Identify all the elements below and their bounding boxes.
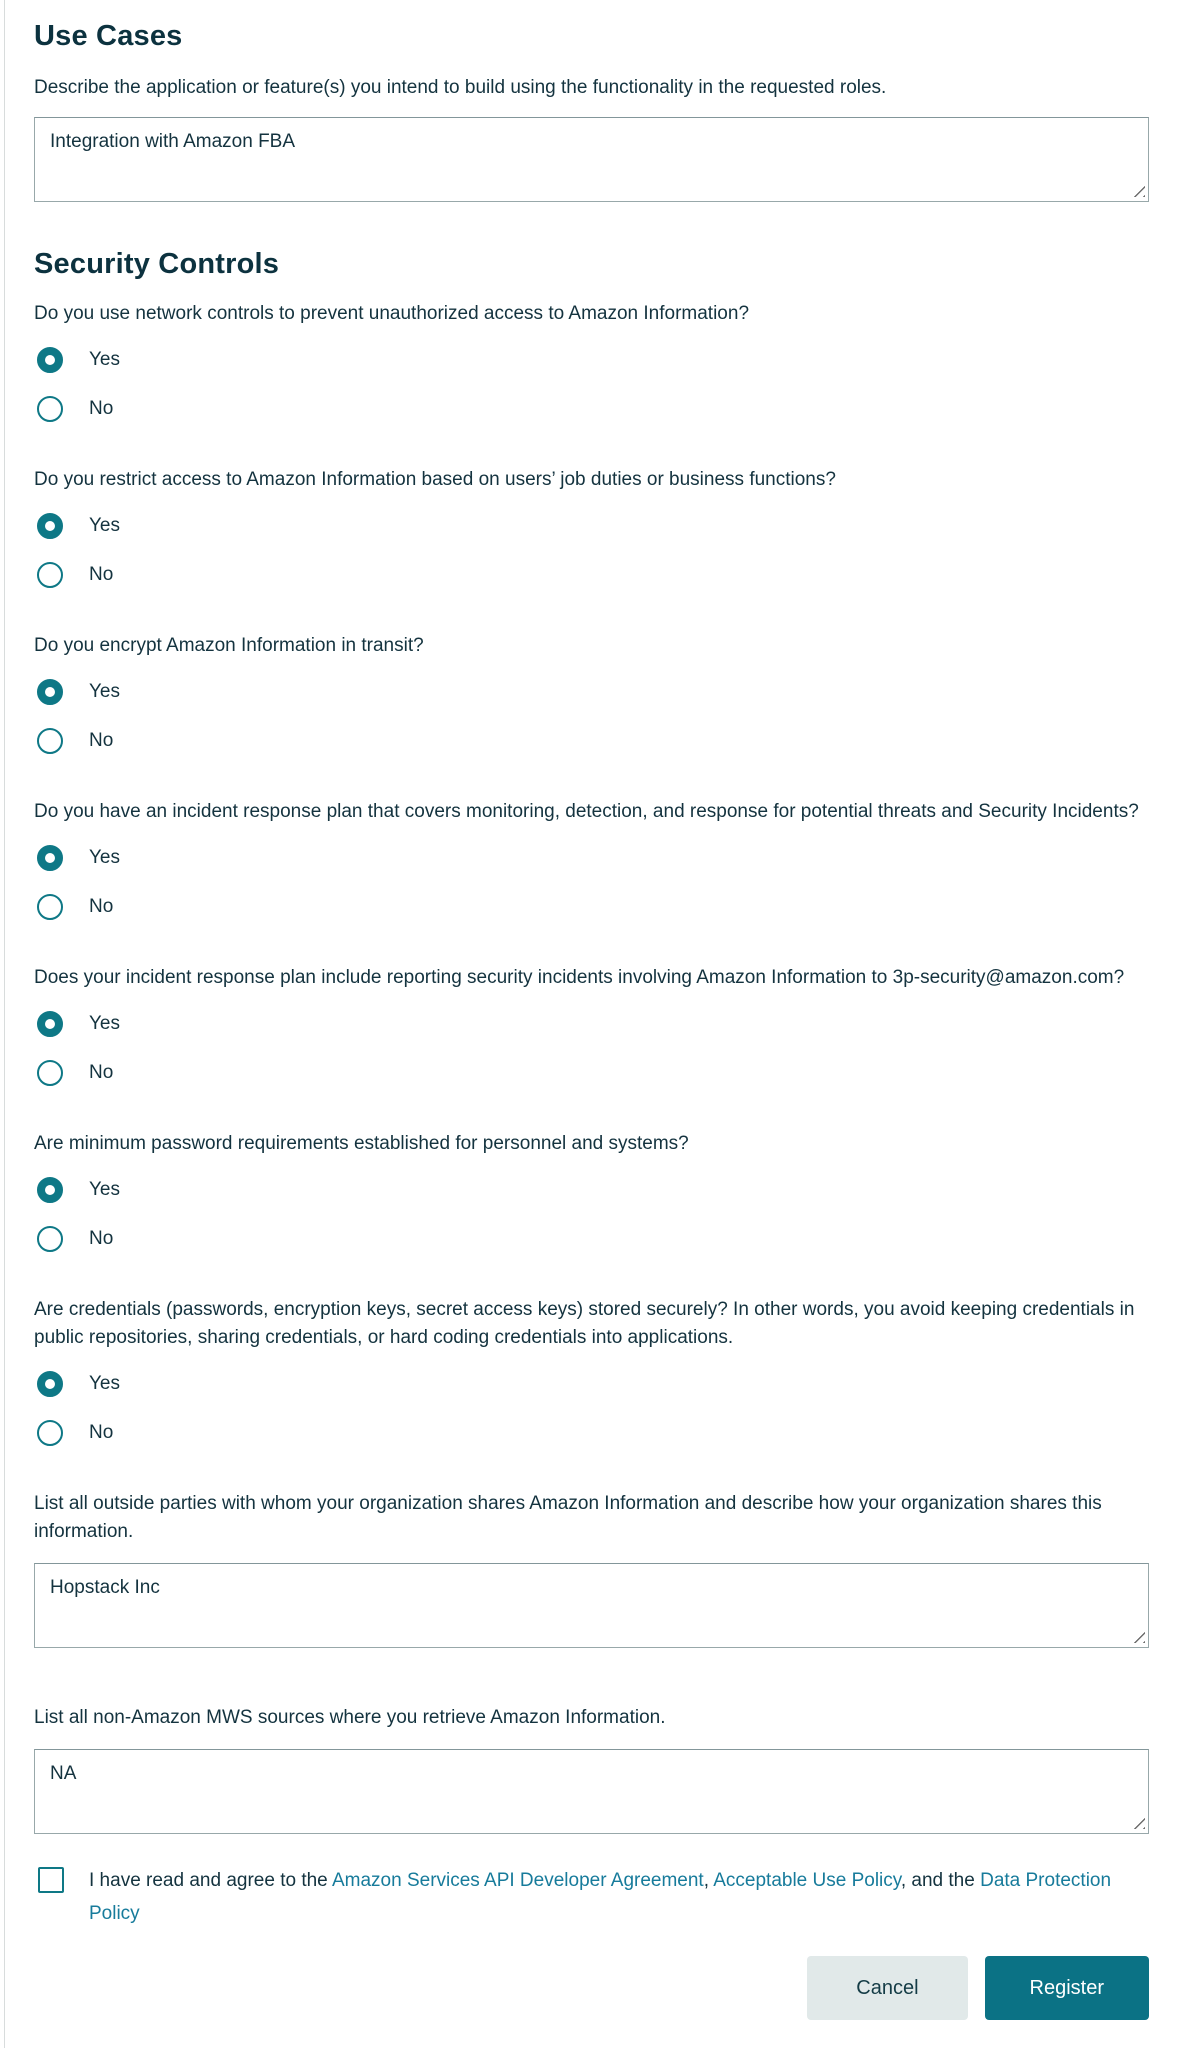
radio-option-yes[interactable] [37,347,120,373]
radio-label: Yes [89,681,120,702]
outside-parties-label: List all outside parties with whom your organization shares Amazon Information and describe how your organization shares this information. [34,1493,1102,1542]
radio-button-icon[interactable] [37,1226,63,1252]
radio-label: No [89,564,114,585]
mws-sources-textarea[interactable] [34,1749,1149,1834]
agreement-text-segment: , and the [900,1870,981,1891]
security-question [34,964,1152,1086]
radio-label: No [89,730,114,751]
security-question [34,798,1152,920]
outside-parties-textarea-wrap [34,1563,1149,1648]
radio-button-icon[interactable] [37,1011,63,1037]
radio-option-yes[interactable] [37,513,120,539]
agreement-label [89,1864,1124,1930]
radio-option-yes[interactable] [37,679,120,705]
question-text: Do you use network controls to prevent unauthorized access to Amazon Information? [34,303,750,324]
agreement-row [38,1864,1152,1930]
radio-label: No [89,1062,114,1083]
radio-label: No [89,398,114,419]
radio-option-no[interactable] [37,1060,113,1086]
mws-sources-label: List all non-Amazon MWS sources where you retrieve Amazon Information. [34,1707,666,1728]
radio-button-icon[interactable] [37,1420,63,1446]
agreement-link[interactable]: Acceptable Use Policy [713,1870,901,1891]
outside-parties-textarea[interactable] [34,1563,1149,1648]
radio-label: Yes [89,515,120,536]
agreement-text-segment: I have read and agree to the [89,1870,332,1891]
agreement-link[interactable]: Amazon Services API Developer Agreement [331,1870,704,1891]
radio-label: Yes [89,847,120,868]
register-button[interactable]: Register [985,1956,1149,2020]
question-text: Do you have an incident response plan that covers monitoring, detection, and response for potential threats and Security Incidents? [34,801,1139,822]
radio-button-icon[interactable] [37,894,63,920]
question-text: Are credentials (passwords, encryption keys, secret access keys) stored securely? In other words, you avoid keeping credentials in public repositories, sharing credentials, or hard coding credentials into applications. [34,1299,1135,1348]
radio-option-no[interactable] [37,894,113,920]
radio-option-no[interactable] [37,728,113,754]
questions [34,300,1152,1446]
radio-button-icon[interactable] [37,679,63,705]
radio-option-yes[interactable] [37,1371,120,1397]
radio-button-icon[interactable] [37,845,63,871]
security-question [34,466,1152,588]
radio-button-icon[interactable] [37,728,63,754]
radio-label: No [89,1422,114,1443]
radio-option-yes[interactable] [37,1011,120,1037]
radio-option-no[interactable] [37,1420,113,1446]
use-cases-textarea[interactable] [34,117,1149,202]
use-cases-title: Use Cases [34,20,183,52]
radio-option-yes[interactable] [37,1177,120,1203]
security-question [34,1296,1152,1446]
radio-option-no[interactable] [37,1226,113,1252]
agreement-link[interactable]: Data Protection Policy [89,1870,1112,1924]
radio-button-icon[interactable] [37,1371,63,1397]
radio-button-icon[interactable] [37,396,63,422]
agreement-checkbox[interactable] [38,1867,64,1893]
question-text: Does your incident response plan include reporting security incidents involving Amazon Information to 3p-security@amazon.com? [34,967,1125,988]
radio-button-icon[interactable] [37,1060,63,1086]
radio-button-icon[interactable] [37,347,63,373]
cancel-button[interactable]: Cancel [807,1956,967,2020]
question-text: Do you encrypt Amazon Information in transit? [34,635,424,656]
form-actions [34,1956,1149,2020]
radio-label: Yes [89,1373,120,1394]
radio-label: No [89,896,114,917]
radio-button-icon[interactable] [37,513,63,539]
registration-form [4,0,1181,2048]
radio-label: Yes [89,1013,120,1034]
mws-sources-textarea-wrap [34,1749,1149,1834]
radio-option-no[interactable] [37,562,113,588]
security-controls-title: Security Controls [34,248,280,280]
security-question [34,1130,1152,1252]
security-question [34,300,1152,422]
use-cases-description: Describe the application or feature(s) you intend to build using the functionality in the requested roles. [34,77,887,98]
agreement-text-segment: , [703,1870,714,1891]
radio-label: No [89,1228,114,1249]
radio-option-yes[interactable] [37,845,120,871]
radio-option-no[interactable] [37,396,113,422]
radio-label: Yes [89,349,120,370]
security-question [34,632,1152,754]
radio-label: Yes [89,1179,120,1200]
question-text: Are minimum password requirements established for personnel and systems? [34,1133,689,1154]
use-cases-textarea-wrap [34,117,1149,202]
radio-button-icon[interactable] [37,1177,63,1203]
question-text: Do you restrict access to Amazon Information based on users’ job duties or business functions? [34,469,836,490]
radio-button-icon[interactable] [37,562,63,588]
